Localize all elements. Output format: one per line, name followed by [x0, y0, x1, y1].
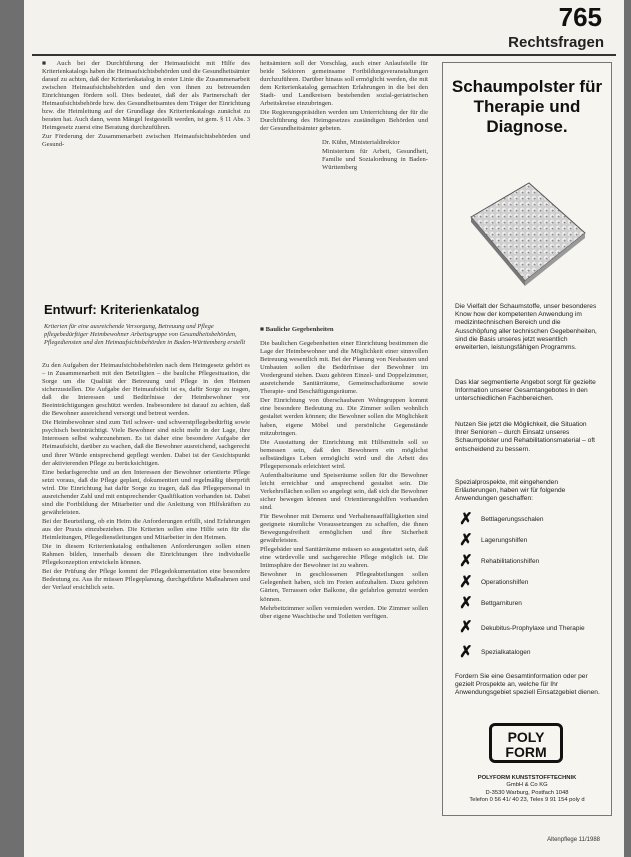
- logo-line: FORM: [505, 744, 547, 760]
- logo-line: POLY: [507, 729, 545, 745]
- paragraph: Der Einrichtung von überschaubaren Wohngruppen kommt eine besondere Bedeutung zu. Die Zimmer sollen wohnlich gestaltet werden können; die Bewohner sollen die Möglichkeit haben, eigene Möbel und persönliche Gegenstände mitzubringen.: [260, 397, 428, 437]
- signature-name: Dr. Kühn, Ministerialdirektor: [322, 139, 400, 147]
- ad-text-benefit: Nutzen Sie jetzt die Möglichkeit, die Situation Ihrer Senioren – durch Einsatz unseres Schaumpolster und Rehabilitationsmaterial – oft entscheidend zu bessern.: [455, 421, 596, 453]
- section-rubric: Rechtsfragen: [508, 34, 604, 51]
- company-sub: GmbH & Co KG: [506, 782, 548, 789]
- cross-mark-icon: ✗: [459, 594, 473, 612]
- checklist-item: ✗ Spezialkatalogen: [459, 643, 531, 661]
- magazine-page: [24, 0, 624, 857]
- ad-checklist: [459, 509, 605, 663]
- article-title: Entwurf: Kriterienkatalog: [44, 302, 200, 317]
- paragraph: Die Regierungspräsidien werden um Unterrichtung der für die Durchführung des Heimgesetzes zuständigen Behörden und der Gesundheitsämter gebeten.: [260, 109, 428, 133]
- paragraph: Mehrbettzimmer sollen vermieden werden. Die Zimmer sollen über eigene Waschtische und Toiletten verfügen.: [260, 604, 428, 620]
- ad-text-request: Fordern Sie eine Gesamtinformation oder per gezielt Prospekte an, welche für Ihr Anwendungsgebiet speziell Einsatzgebiet dienen.: [455, 673, 600, 697]
- checklist-item: ✗ Rehabilitationshilfen: [459, 552, 540, 570]
- paragraph: Für Bewohner mit Demenz und Verhaltensauffälligkeiten sind geeignete räumliche Voraussetzungen zu schaffen, die ihnen Bewegungsfreiheit ermöglichen und ihre Sicherheit gewährleisten.: [260, 513, 428, 545]
- company-info: [451, 775, 603, 805]
- article-subtitle: Kriterien für eine ausreichende Versorgung, Betreuung und Pflege pflegebedürftiger Heimbewohner Arbeitsgruppe von Gesundheitsbehörden, Pflegediensten und den Heimaufsichtsbehörden in Baden-Württemberg erstellt: [44, 323, 246, 346]
- paragraph: Die in diesem Kriterienkatalog enthaltenen Anforderungen sollen einen Rahmen bilden, innerhalb dessen die Einrichtungen ihre individuelle Pflegekonzeption entwickeln können.: [42, 543, 250, 567]
- checklist-item: ✗ Operationshilfen: [459, 573, 529, 591]
- paragraph: Die Heimbewohner sind zum Teil schwer- und schwerstpflegebedürftig sowie psychisch beeinträchtigt. Viele Bewohner sind nicht mehr in der Lage, ihre Interessen selbst wahrzunehmen. Es ist daher eine besondere Aufgabe der Heimaufsicht, darüber zu wachen, daß die Bewohner ausreichend, sachgerecht und ihrer Würde entsprechend gepflegt werden. Dabei ist der Gesichtspunkt der aktivierenden Pflege zu berücksichtigen.: [42, 419, 250, 467]
- paragraph: Aufenthaltsräume und Speiseräume sollen für die Bewohner leicht erreichbar und ansprechend gestaltet sein. Die Verkehrsflächen sollen so angelegt sein, daß sich die Bewohner sicher bewegen können und Orientierungshilfen vorhanden sind.: [260, 471, 428, 511]
- section-heading: ■ Bauliche Gegebenheiten: [260, 326, 334, 333]
- ad-text-intro: Die Vielfalt der Schaumstoffe, unser besonderes Know how der kompetenten Anwendung im medizintechnischen Bereich und die Ausschöpfung aller technischen Gegebenheiten, sind die Basis unseres jetzt wesentlich erweiterten, leistungsfähigen Programms.: [455, 303, 597, 352]
- ad-text-offer: Das klar segmentierte Angebot sorgt für gezielte Information unserer Gesamtangebotes in den unterschiedlichen Fachbereichen.: [455, 379, 596, 403]
- paragraph: Bei der Beurteilung, ob ein Heim die Anforderungen erfüllt, sind Erfahrungen aus der Praxis einzubeziehen. Die Kriterien sollen eine Hilfe sein für die Heimleitungen, Pflegedienstleitungen und Mitarbeiter in den Heimen.: [42, 517, 250, 541]
- column-1-body: [42, 362, 250, 593]
- paragraph: heitsämtern soll der Vorschlag, auch einer Anlaufstelle für beide Sektoren gemeinsame Fortbildungsveranstaltungen durchzuführen. Darüber hinaus soll ermöglicht werden, die mit dem Kriterienkatalog gemachten Erfahrungen in die bei den Stadt- und Landkreisen bestehenden sozial-geriatrischen Arbeitskreise einzubringen.: [260, 60, 428, 108]
- company-address: D-3530 Warburg, Postfach 1048: [485, 789, 569, 796]
- checklist-item: ✗ Bettgarnituren: [459, 594, 522, 612]
- signature: [260, 139, 428, 172]
- cross-mark-icon: ✗: [459, 643, 473, 661]
- cross-mark-icon: ✗: [459, 619, 473, 636]
- polyform-logo: [489, 723, 563, 763]
- paragraph: Pflegebäder und Sanitärräume müssen so ausgestattet sein, daß eine würdevolle und sachgerechte Pflege möglich ist. Die Intimsphäre der Bewohner ist zu wahren.: [260, 546, 428, 570]
- company-name: POLYFORM KUNSTSTOFFTECHNIK: [477, 775, 577, 781]
- ad-text-brochures: Spezialprospekte, mit eingehenden Erläuterungen, haben wir für folgende Anwendungen geschaffen:: [455, 479, 566, 503]
- paragraph: ■ Auch bei der Durchführung der Heimaufsicht mit Hilfe des Kriterienkatalogs haben die Heimaufsichtsbehörden und die Gesundheitsämter darauf zu achten, daß der Kriterienkatalog in erster Linie die Zusammenarbeit zwischen Heimaufsichtsbehörden und den von ihnen zu betreuenden Einrichtungen fördern soll. Dies bedeutet, daß der als Partnerschaft der Heimaufsichtsbehörde bzw. des Gesundheitsamtes dem Träger der Einrichtung bzw. die Heimleitung auf der Grundlage des Kriterienkatalogs zunächst zu beraten hat. Auch dann, wenn Mängel festgestellt werden, ist gem. § 11 Abs. 3 Heimgesetz zuerst eine Beratung durchzuführen.: [42, 60, 250, 132]
- checklist-item: ✗ Dekubitus-Prophylaxe und Therapie: [459, 619, 585, 636]
- cross-mark-icon: ✗: [459, 531, 473, 549]
- company-phone: Telefon 0 56 41/ 40 23, Telex 9 91 154 poly d: [469, 797, 585, 804]
- advertisement: [442, 62, 612, 816]
- column-2-top: [260, 60, 428, 173]
- cross-mark-icon: ✗: [459, 552, 473, 570]
- paragraph: Eine bedarfsgerechte und an den Interessen der Bewohner orientierte Pflege setzt voraus, daß die Pflege geplant, dokumentiert und regelmäßig überprüft wird. Die Einrichtung hat dafür Sorge zu tragen, daß das Pflegepersonal in ausreichender Zahl und mit entsprechender Qualifikation vorhanden ist. Dabei sind die Fortbildung der Mitarbeiter und die Anleitung von Hilfskräften zu gewährleisten.: [42, 468, 250, 516]
- paragraph: Zur Förderung der Zusammenarbeit zwischen Heimaufsichtsbehörden und Gesund-: [42, 133, 250, 149]
- ad-headline: Schaumpolster für Therapie und Diagnose.: [451, 77, 603, 136]
- foam-mattress-image: [465, 177, 589, 287]
- column-1-top: [42, 60, 250, 151]
- page-number: 765: [558, 2, 602, 32]
- cross-mark-icon: ✗: [459, 510, 473, 528]
- checklist-item: ✗ Lagerungshilfen: [459, 531, 528, 549]
- paragraph: Die Ausstattung der Einrichtung mit Hilfsmitteln soll so bemessen sein, daß den Bewohnern ein möglichst selbständiges Leben ermöglicht wird und die Arbeit des Pflegepersonals erleichtert wird.: [260, 438, 428, 470]
- column-2-body: [260, 326, 428, 622]
- cross-mark-icon: ✗: [459, 573, 473, 591]
- signature-ministry: Ministerium für Arbeit, Gesundheit, Familie und Sozialordnung in Baden-Württemberg: [322, 147, 428, 172]
- paragraph: Die baulichen Gegebenheiten einer Einrichtung bestimmen die Lage der Heimbewohner und die Möglichkeit einer sinnvollen Betreuung wesentlich mit. Bei der Planung von Neubauten und Umbauten sollen die Bedürfnisse der Bewohner im Vordergrund stehen. Dazu gehören Einzel- und Doppelzimmer, ausreichende Sanitärräume, Gemeinschaftsräume sowie Therapie- und Beschäftigungsräume.: [260, 340, 428, 396]
- paragraph: Bei der Prüfung der Pflege kommt der Pflegedokumentation eine besondere Bedeutung zu. Aus ihr müssen Pflegeplanung, durchgeführte Maßnahmen und der Verlauf ersichtlich sein.: [42, 568, 250, 592]
- checklist-item: ✗ Bettlagerungsschalen: [459, 510, 544, 528]
- paragraph: Bewohner in geschlossenen Pflegeabteilungen sollen Gelegenheit haben, sich im Freien aufzuhalten. Dazu gehören Gärten, Terrassen oder Balkone, die gefahrlos genutzt werden können.: [260, 571, 428, 603]
- paragraph: Zu den Aufgaben der Heimaufsichtsbehörden nach dem Heimgesetz gehört es – in Zusammenarbeit mit den Beteiligten – die bauliche Pflegesituation, die Sorge um die Qualität der Betreuung und Pflege in den Heimen sicherzustellen. Die Aufgabe der Heimaufsicht ist es, dafür Sorge zu tragen, daß die Interessen und Bedürfnisse der Heimbewohner vor Beeinträchtigungen geschützt werden. Insbesondere ist darauf zu achten, daß die Bewohner ausreichend versorgt und betreut werden.: [42, 362, 250, 418]
- issue-footer: Altenpflege 11/1988: [547, 837, 600, 843]
- header-rule: [32, 54, 616, 56]
